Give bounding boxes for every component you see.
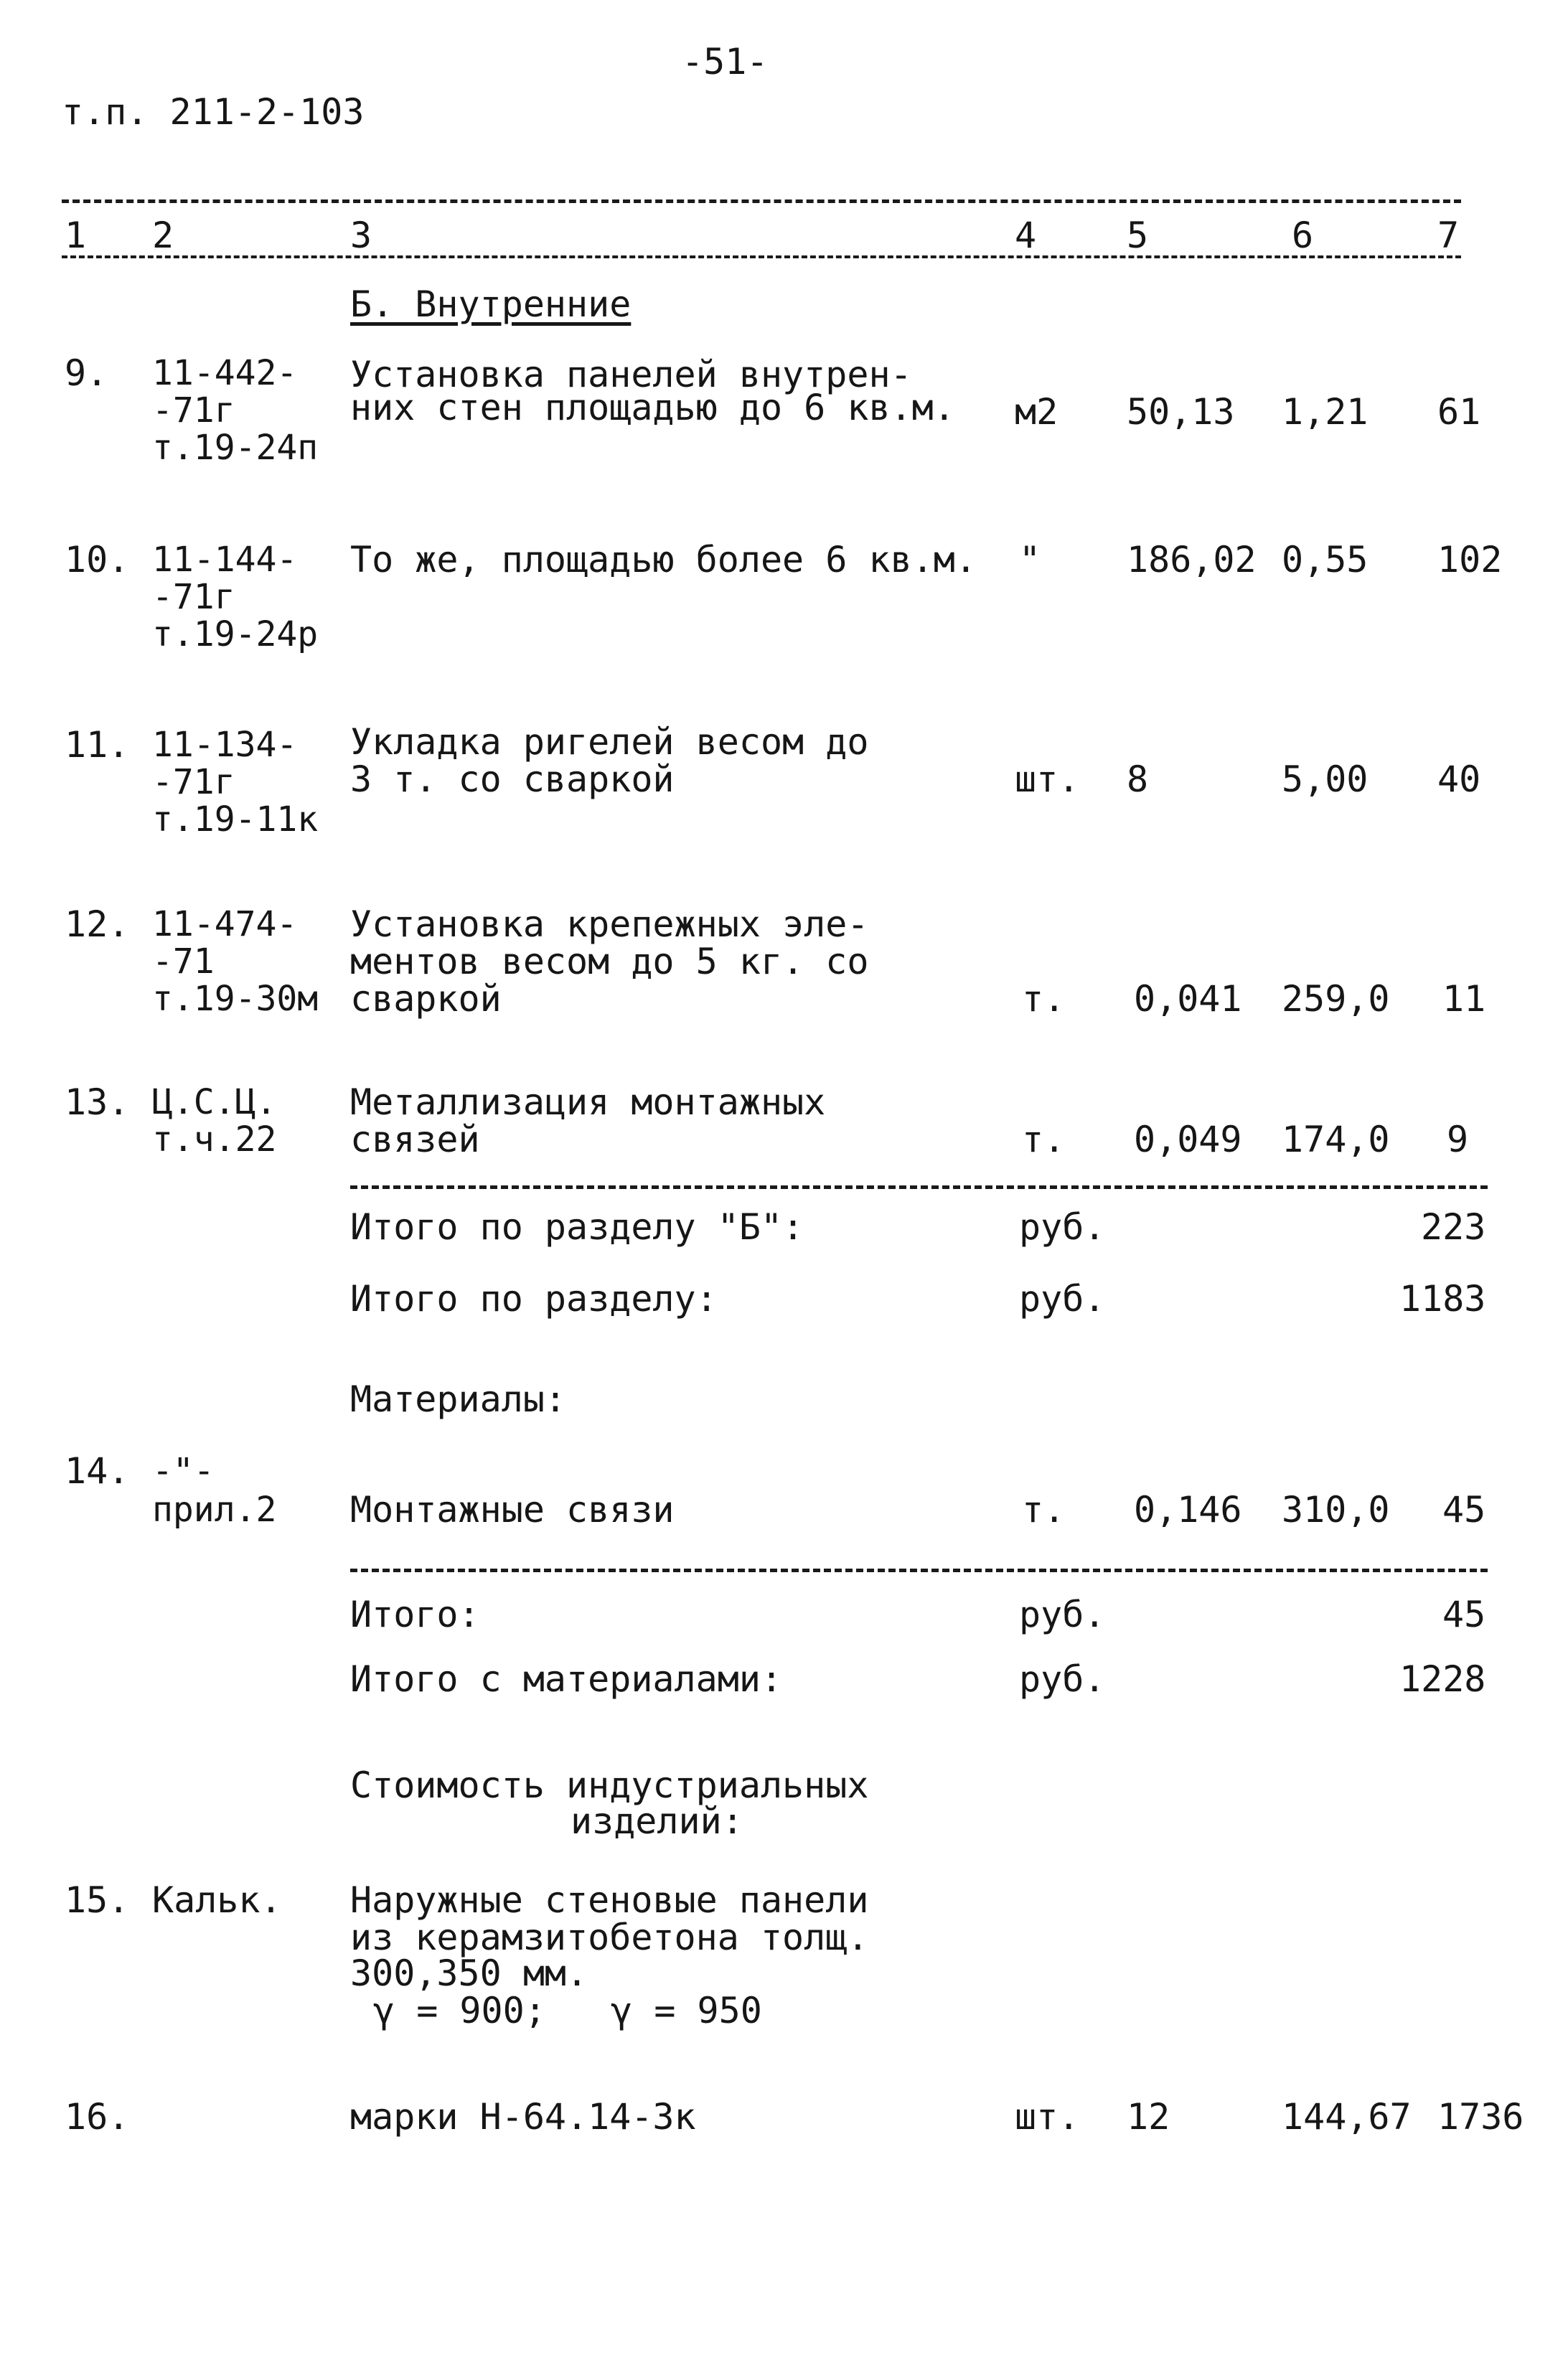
document-series: т.п. 211-2-103 (62, 91, 365, 133)
row-11-price: 5,00 (1282, 758, 1369, 800)
section-heading (350, 284, 631, 324)
row-13-price: 174,0 (1282, 1119, 1390, 1160)
column-header-4: 4 (1015, 215, 1037, 256)
column-header-2: 2 (152, 215, 174, 256)
row-16-price: 144,67 (1282, 2096, 1412, 2138)
row-9-code-1: 11-442- (152, 353, 298, 393)
row-12-qty: 0,041 (1134, 978, 1242, 1020)
row-15-desc-4: γ = 900; γ = 950 (373, 1990, 762, 2031)
row-11-code-3: т.19-11к (152, 799, 319, 840)
row-10-code-1: 11-144- (152, 540, 298, 580)
row-14-desc: Монтажные связи (350, 1489, 675, 1531)
column-header-5: 5 (1127, 215, 1149, 256)
row-14-qty: 0,146 (1134, 1489, 1242, 1531)
row-12-num: 12. (65, 903, 130, 945)
row-11-num: 11. (65, 724, 130, 766)
row-9-price: 1,21 (1282, 391, 1369, 433)
row-11-total: 40 (1437, 758, 1481, 800)
row-16-total: 1736 (1437, 2096, 1524, 2138)
row-16-num: 16. (65, 2096, 130, 2138)
row-13-num: 13. (65, 1081, 130, 1123)
totals-section-unit: руб. (1019, 1278, 1106, 1320)
totals-materials-unit: руб. (1019, 1594, 1106, 1635)
industrial-heading-1: Стоимость индустриальных (350, 1765, 869, 1806)
row-12-code-3: т.19-30м (152, 979, 319, 1019)
totals-b-value: 223 (1421, 1206, 1486, 1248)
totals-b-label: Итого по разделу "Б": (350, 1206, 804, 1248)
row-13-code-1: Ц.С.Ц. (152, 1082, 277, 1122)
column-header-7: 7 (1437, 215, 1460, 256)
totals-with-materials-unit: руб. (1019, 1658, 1106, 1700)
row-9-num: 9. (65, 352, 108, 394)
row-12-price: 259,0 (1282, 978, 1390, 1020)
row-10-total: 102 (1437, 539, 1503, 581)
row-13-desc-1: Металлизация монтажных (350, 1081, 826, 1123)
row-14-total: 45 (1442, 1489, 1486, 1531)
row-11-unit: шт. (1015, 758, 1080, 800)
industrial-heading-2: изделий: (571, 1800, 743, 1842)
row-9-unit: м2 (1015, 391, 1058, 433)
divider-section-b (350, 1185, 1488, 1189)
materials-heading: Материалы: (350, 1378, 567, 1420)
row-9-code-3: т.19-24п (152, 428, 319, 468)
row-15-code: Кальк. (152, 1879, 282, 1921)
row-14-unit: т. (1022, 1489, 1066, 1531)
row-16-desc: марки Н-64.14-3к (350, 2096, 696, 2138)
column-header-1: 1 (65, 215, 87, 256)
row-10-desc-1: То же, площадью более 6 кв.м. (350, 539, 977, 581)
row-9-total: 61 (1437, 391, 1481, 433)
totals-materials-value: 45 (1442, 1594, 1486, 1635)
row-10-price: 0,55 (1282, 539, 1369, 581)
row-11-desc-1: Укладка ригелей весом до (350, 721, 869, 763)
row-12-unit: т. (1022, 978, 1066, 1020)
page-number: -51- (682, 41, 769, 83)
row-11-code-2: -71г (152, 762, 235, 802)
row-10-code-3: т.19-24р (152, 614, 319, 654)
divider-materials (350, 1569, 1488, 1572)
row-14-price: 310,0 (1282, 1489, 1390, 1531)
row-11-code-1: 11-134- (152, 725, 298, 765)
column-header-underline (62, 255, 1461, 258)
row-13-qty: 0,049 (1134, 1119, 1242, 1160)
row-12-total: 11 (1442, 978, 1486, 1020)
row-11-desc-2: 3 т. со сваркой (350, 758, 675, 800)
row-16-unit: шт. (1015, 2096, 1080, 2138)
column-header-3: 3 (350, 215, 372, 256)
section-heading-text: Б. Внутренние (350, 283, 632, 325)
divider-top (62, 199, 1461, 203)
row-10-num: 10. (65, 539, 130, 581)
row-12-code-1: 11-474- (152, 904, 298, 944)
totals-section-value: 1183 (1399, 1278, 1486, 1320)
column-header-6: 6 (1292, 215, 1314, 256)
row-9-desc-1: Установка панелей внутрен- (350, 354, 912, 395)
row-15-num: 15. (65, 1879, 130, 1921)
totals-b-unit: руб. (1019, 1206, 1106, 1248)
row-13-total: 9 (1447, 1119, 1469, 1160)
totals-with-materials-value: 1228 (1399, 1658, 1486, 1700)
row-14-code-1: -"- (152, 1451, 215, 1491)
row-15-desc-3: 300,350 мм. (350, 1953, 588, 1994)
row-12-desc-1: Установка крепежных эле- (350, 903, 869, 945)
row-12-desc-3: сваркой (350, 978, 502, 1020)
row-15-desc-2: из керамзитобетона толщ. (350, 1917, 869, 1958)
row-10-unit: " (1019, 539, 1041, 581)
totals-section-label: Итого по разделу: (350, 1278, 718, 1320)
row-16-qty: 12 (1127, 2096, 1170, 2138)
row-14-code-2: прил.2 (152, 1490, 277, 1530)
row-12-code-2: -71 (152, 941, 215, 982)
row-9-qty: 50,13 (1127, 391, 1235, 433)
totals-materials-label: Итого: (350, 1594, 480, 1635)
row-13-desc-2: связей (350, 1119, 480, 1160)
row-13-code-2: т.ч.22 (152, 1119, 277, 1160)
row-13-unit: т. (1022, 1119, 1066, 1160)
row-14-num: 14. (65, 1450, 130, 1492)
row-9-code-2: -71г (152, 390, 235, 431)
row-10-code-2: -71г (152, 577, 235, 617)
row-11-qty: 8 (1127, 758, 1149, 800)
row-15-desc-1: Наружные стеновые панели (350, 1879, 869, 1921)
row-9-desc-2: них стен площадью до 6 кв.м. (350, 387, 955, 428)
row-10-qty: 186,02 (1127, 539, 1257, 581)
totals-with-materials-label: Итого с материалами: (350, 1658, 783, 1700)
row-12-desc-2: ментов весом до 5 кг. со (350, 941, 869, 982)
